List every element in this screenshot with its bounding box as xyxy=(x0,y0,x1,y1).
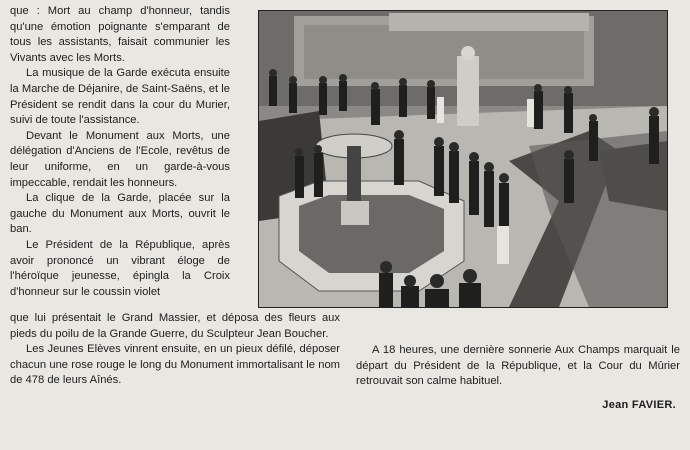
paragraph-musique-garde: La musique de la Garde exécuta ensuite la Marche de Déjanire, de Saint-Saëns, et le Président se rendit dans la cour du Murier, suivi de toute l'assistance. xyxy=(10,67,230,127)
ceremony-photo xyxy=(258,10,668,308)
paragraph-jeunes-eleves: Les Jeunes Elèves vinrent ensuite, en un pieux défilé, déposer chacun une rose rouge le long du Monument immortalisant le nom de 478 de leurs Aînés. xyxy=(10,343,340,387)
paragraph-18-heures: A 18 heures, une dernière sonnerie Aux Champs marquait le départ du Président de la République, et la Cour du Mûrier retrouvait son calme habituel. xyxy=(356,344,680,388)
right-column xyxy=(356,343,680,390)
author-signature: Jean FAVIER. xyxy=(602,399,676,411)
paragraph-president-eloge: Le Président de la République, après avoir prononcé un vibrant éloge de l'héroïque jeunesse, épingla la Croix d'honneur sur le coussin violet xyxy=(10,238,230,298)
paragraph-mort-au-champ: que : Mort au champ d'honneur, tandis qu'une émotion poignante s'emparant de tous les assistants, faisait communier les Vivants avec les Morts. xyxy=(10,5,230,64)
paragraph-clique-garde: La clique de la Garde, placée sur la gauche du Monument aux Morts, ouvrit le ban. xyxy=(10,192,230,236)
paragraph-monument-aux-morts: Devant le Monument aux Morts, une délégation d'Anciens de l'Ecole, revêtus de leur uniforme, en un garde-à-vous impeccable, rendait les honneurs. xyxy=(10,129,230,189)
wide-text-block xyxy=(10,311,340,389)
ceremony-photo-illustration xyxy=(259,11,667,307)
left-column xyxy=(10,4,230,300)
paragraph-grand-massier: que lui présentait le Grand Massier, et déposa des fleurs aux pieds du poilu de la Grande Guerre, du Sculpteur Jean Boucher. xyxy=(10,312,340,340)
